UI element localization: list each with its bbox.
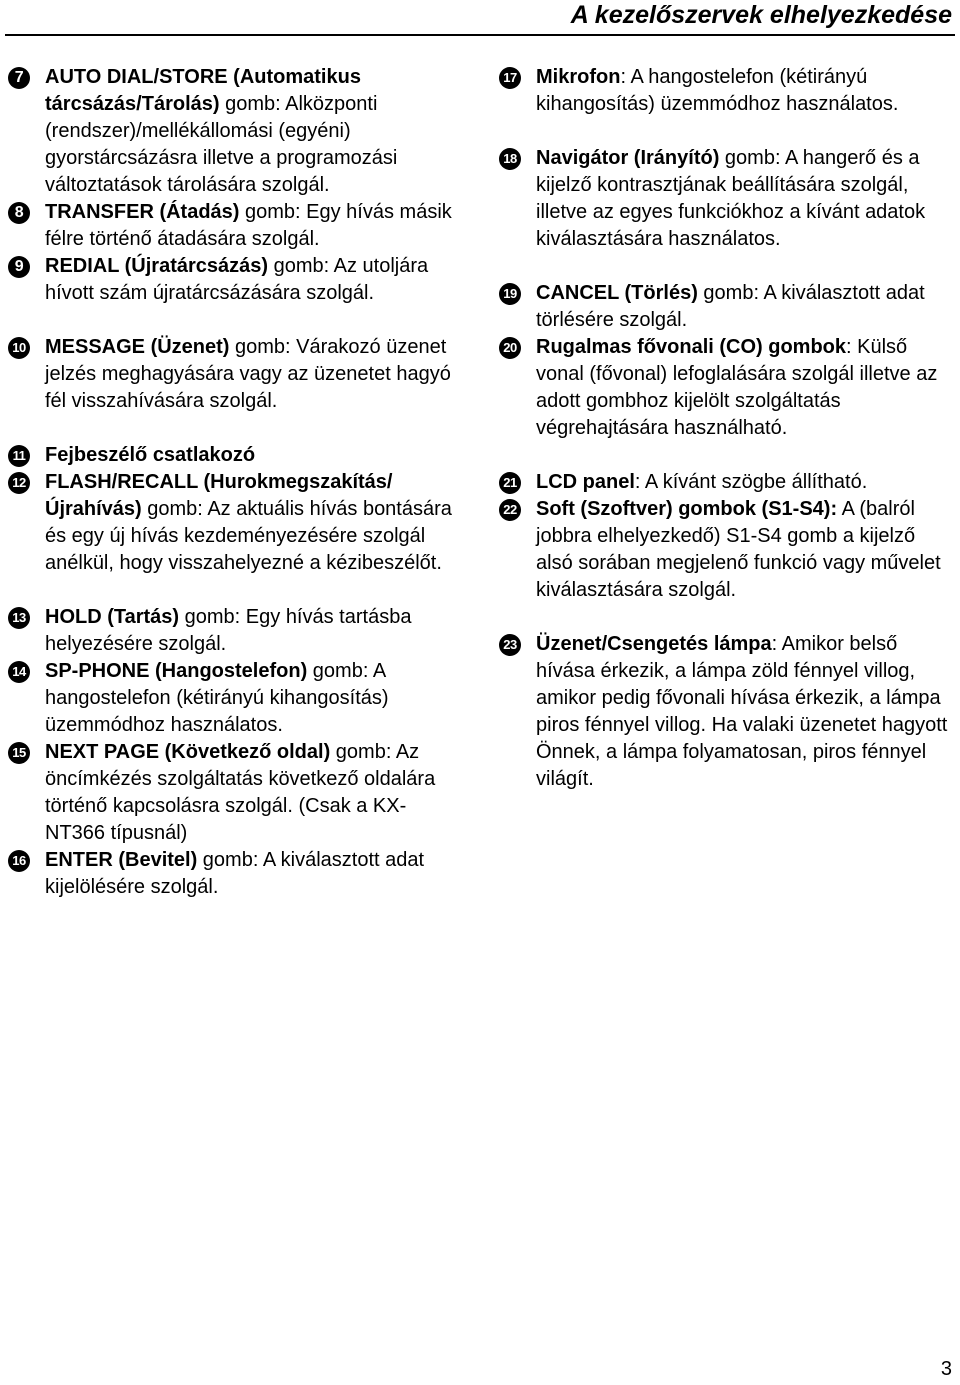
item-term: MESSAGE (Üzenet) xyxy=(45,336,230,358)
list-item xyxy=(8,604,463,658)
item-description: gomb: Az utoljára hívott szám újratárcsázására szolgál. xyxy=(45,255,429,304)
number-badge: 13 xyxy=(8,607,30,629)
item-term: HOLD (Tartás) xyxy=(45,606,180,628)
list-item xyxy=(8,442,463,469)
number-badge: 8 xyxy=(8,202,30,224)
list-item xyxy=(8,658,463,739)
item-term: AUTO DIAL/STORE (Automatikus tárcsázás/Tárolás) xyxy=(45,66,361,115)
number-badge: 20 xyxy=(499,337,521,359)
item-term: Mikrofon xyxy=(536,66,621,88)
item-description: gomb: A hangostelefon (kétirányú kihangosítás) üzemmódhoz használatos. xyxy=(45,660,389,736)
list-item xyxy=(499,631,954,820)
item-description: : Külső vonal (fővonal) lefoglalására szolgál illetve az adott gombhoz kijelölt szolgáltatás végrehajtására használható. xyxy=(536,336,938,439)
list-item xyxy=(499,496,954,631)
list-item xyxy=(499,469,954,496)
page-title: A kezelőszervek elhelyezkedése xyxy=(570,1,952,29)
list-item xyxy=(8,253,463,334)
item-description: gomb: A kiválasztott adat kijelölésére szolgál. xyxy=(45,849,425,898)
list-item xyxy=(8,199,463,253)
item-term: Soft (Szoftver) gombok (S1-S4): xyxy=(536,498,838,520)
item-description: gomb: A kiválasztott adat törlésére szolgál. xyxy=(536,282,925,331)
right-column xyxy=(499,64,954,820)
item-description: gomb: Az öncímkézés szolgáltatás következő oldalára történő kapcsolásra szolgál. (Csak a KX-NT366 típusnál) xyxy=(45,741,436,844)
item-term: FLASH/RECALL (Hurokmegszakítás/ Újrahívás) xyxy=(45,471,393,520)
item-term: NEXT PAGE (Következő oldal) xyxy=(45,741,331,763)
item-description: : Amikor belső hívása érkezik, a lámpa zöld fénnyel villog, amikor pedig fővonali hívása érkezik, a lámpa piros fénnyel villog. Ha valaki üzenetet hagyott Önnek, a lámpa folyamatosan, piros fénnyel világít. xyxy=(536,633,948,790)
list-item xyxy=(499,145,954,280)
number-badge: 15 xyxy=(8,742,30,764)
item-term: TRANSFER (Átadás) xyxy=(45,201,240,223)
list-item xyxy=(8,334,463,442)
item-term: Navigátor (Irányító) xyxy=(536,147,720,169)
number-badge: 18 xyxy=(499,148,521,170)
item-description: gomb: A hangerő és a kijelző kontrasztjának beállítására szolgál, illetve az egyes funkciókhoz a kívánt adatok kiválasztására használatos. xyxy=(536,147,926,250)
item-term: Üzenet/Csengetés lámpa xyxy=(536,633,772,655)
number-badge: 22 xyxy=(499,499,521,521)
item-description: gomb: Egy hívás másik félre történő átadására szolgál. xyxy=(45,201,452,250)
list-item xyxy=(499,334,954,469)
number-badge: 10 xyxy=(8,337,30,359)
page-number: 3 xyxy=(940,1358,952,1380)
number-badge: 16 xyxy=(8,850,30,872)
item-term: Rugalmas fővonali (CO) gombok xyxy=(536,336,847,358)
list-item xyxy=(499,64,954,145)
item-description: gomb: Az aktuális hívás bontására és egy új hívás kezdeményezésére szolgál anélkül, hogy visszahelyezné a kézibeszélőt. xyxy=(45,498,452,574)
item-description: gomb: Várakozó üzenet jelzés meghagyására vagy az üzenetet hagyó fél visszahívására szolgál. xyxy=(45,336,451,412)
list-item xyxy=(8,739,463,847)
item-term: CANCEL (Törlés) xyxy=(536,282,698,304)
list-item xyxy=(8,64,463,199)
header-divider xyxy=(5,34,955,36)
number-badge: 11 xyxy=(8,445,30,467)
number-badge: 14 xyxy=(8,661,30,683)
number-badge: 17 xyxy=(499,67,521,89)
item-description: : A hangostelefon (kétirányú kihangosítás) üzemmódhoz használatos. xyxy=(536,66,899,115)
list-item xyxy=(499,280,954,334)
number-badge: 9 xyxy=(8,256,30,278)
item-term: ENTER (Bevitel) xyxy=(45,849,198,871)
item-description: gomb: Egy hívás tartásba helyezésére szolgál. xyxy=(45,606,412,655)
number-badge: 12 xyxy=(8,472,30,494)
item-description: : A kívánt szögbe állítható. xyxy=(634,471,868,493)
item-description: A (balról jobbra elhelyezkedő) S1-S4 gomb a kijelző alsó sorában megjelenő funkció vagy művelet kiválasztására szolgál. xyxy=(536,498,941,601)
item-description: gomb: Alközponti (rendszer)/mellékállomási (egyéni) gyorstárcsázásra illetve a programozási változtatások tárolására szolgál. xyxy=(45,93,398,196)
item-term: Fejbeszélő csatlakozó xyxy=(45,444,256,466)
number-badge: 21 xyxy=(499,472,521,494)
item-term: SP-PHONE (Hangostelefon) xyxy=(45,660,308,682)
item-term: LCD panel xyxy=(536,471,635,493)
left-column xyxy=(8,64,463,901)
number-badge: 19 xyxy=(499,283,521,305)
list-item xyxy=(8,847,463,901)
item-term: REDIAL (Újratárcsázás) xyxy=(45,255,269,277)
number-badge: 7 xyxy=(8,67,30,89)
list-item xyxy=(8,469,463,604)
number-badge: 23 xyxy=(499,634,521,656)
